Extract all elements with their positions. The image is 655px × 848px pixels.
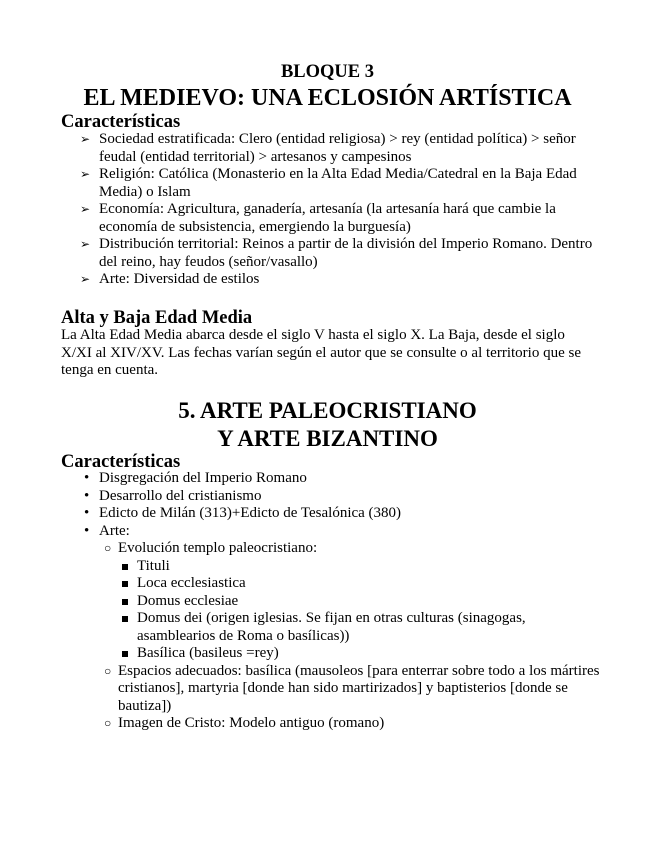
square-bullet-icon (122, 616, 128, 622)
section1-heading: Características (61, 112, 181, 132)
square-bullet-icon (122, 651, 128, 657)
square-bullet-icon (122, 581, 128, 587)
square-bullet-icon (122, 564, 128, 570)
section2-paragraph: La Alta Edad Media abarca desde el siglo V hasta el siglo X. La Baja, desde el siglo X/XI al XIV/XV. Las fechas varían según el autor que se consulte o al territorio que se tenga en cuenta. (61, 327, 581, 378)
list-item: ○ Imagen de Cristo: Modelo antiguo (romano) (104, 715, 385, 731)
list-item: ➢ Arte: Diversidad de estilos (80, 271, 260, 287)
section5-heading: Características (61, 452, 181, 472)
list-item: • Arte: ○ Evolución templo paleocristiano: Tituli Loca ecclesiastica Domus ecclesiae Domus dei (origen iglesias. Se fijan en otras culturas (sinagogas, asamblearios de Roma o basílicas)) Basílica (basileus =rey) ○ Espacios adecuados: basílica (mausoleos [para enterrar sobre todo a los mártires cristianos], martyria [donde han sido martirizados] y baptisterios [donde se bautiza]) ○ Imagen de Cristo: Modelo antiguo (romano) (84, 522, 600, 731)
evolucion-list (118, 558, 601, 663)
arrow-bullet-icon: ➢ (80, 202, 91, 216)
bloque-label: BLOQUE 3 (280, 62, 375, 82)
circle-bullet-icon: ○ (104, 716, 112, 730)
list-item: Domus ecclesiae (118, 593, 601, 611)
arrow-bullet-icon: ➢ (80, 237, 91, 251)
arrow-bullet-icon: ➢ (80, 272, 91, 286)
document-title: EL MEDIEVO: UNA ECLOSIÓN ARTÍSTICA (83, 85, 572, 111)
bullet-icon: • (84, 487, 90, 504)
circle-bullet-icon: ○ (104, 663, 112, 678)
list-item: Tituli (118, 558, 601, 576)
bullet-icon: • (84, 470, 90, 486)
list-item: • Disgregación del Imperio Romano (84, 470, 307, 486)
list-item: ➢ Economía: Agricultura, ganadería, artesanía (la artesanía hará que cambie la economía de subsistencia, emergiendo la burguesía) (80, 201, 556, 235)
section5-list (61, 470, 601, 733)
square-bullet-icon (122, 599, 128, 605)
list-item: ➢ Religión: Católica (Monasterio en la Alta Edad Media/Catedral en la Baja Edad Media) o Islam (80, 166, 577, 200)
list-item: Loca ecclesiastica (118, 575, 601, 593)
list-item: • Edicto de Milán (313)+Edicto de Tesalónica (380) (84, 505, 402, 521)
bullet-icon: • (84, 505, 90, 521)
circle-bullet-icon: ○ (104, 541, 112, 555)
list-item: ➢ Sociedad estratificada: Clero (entidad religiosa) > rey (entidad política) > señor feudal (entidad territorial) > artesanos y campesinos (80, 131, 576, 165)
section2-heading: Alta y Baja Edad Media (61, 308, 253, 328)
list-item: ○ Espacios adecuados: basílica (mausoleos [para enterrar sobre todo a los mártires cristianos], martyria [donde han sido martirizados] y baptisterios [donde se bautiza]) (104, 662, 600, 714)
arrow-bullet-icon: ➢ (80, 132, 91, 146)
bullet-icon: • (84, 522, 90, 539)
section5-title-line1: 5. ARTE PALEOCRISTIANO (178, 398, 477, 423)
characteristics-list (61, 131, 601, 289)
list-item: • Desarrollo del cristianismo (84, 487, 262, 504)
arte-sublist (99, 540, 601, 733)
list-item: ○ Evolución templo paleocristiano: Tituli Loca ecclesiastica Domus ecclesiae Domus dei (origen iglesias. Se fijan en otras culturas (sinagogas, asamblearios de Roma o basílicas)) Basílica (basileus =rey) (99, 540, 601, 663)
arrow-bullet-icon: ➢ (80, 167, 91, 181)
list-item: ➢ Distribución territorial: Reinos a partir de la división del Imperio Romano. Dentro del reino, hay feudos (señor/vasallo) (80, 236, 593, 270)
list-item: Domus dei (origen iglesias. Se fijan en otras culturas (sinagogas, asamblearios de Roma o basílicas)) (118, 610, 601, 645)
section5-title-line2: Y ARTE BIZANTINO (217, 426, 438, 451)
list-item: Basílica (basileus =rey) (118, 645, 601, 663)
